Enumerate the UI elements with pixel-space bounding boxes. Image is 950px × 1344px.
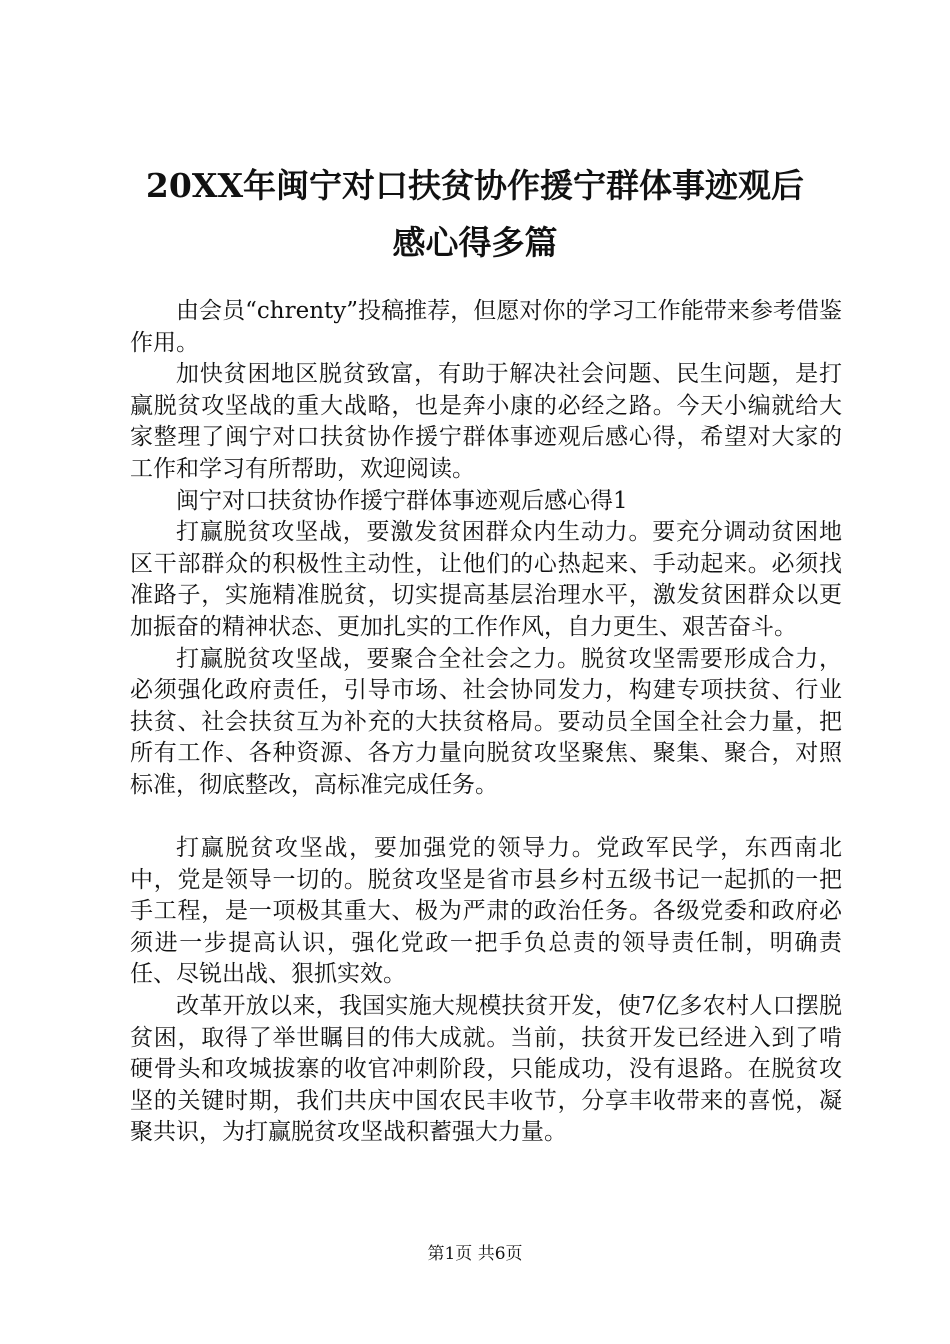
paragraph-society: 打赢脱贫攻坚战，要聚合全社会之力。脱贫攻坚需要形成合力，必须强化政府责任，引导市场、社会协同发力，构建专项扶贫、行业扶贫、社会扶贫互为补充的大扶贫格局。要动员全国全社会力量，把所有工作、各种资源、各方力量向脱贫攻坚聚焦、聚集、聚合，对照标准，彻底整改，高标准完成任务。 (130, 645, 842, 798)
paragraph-summary: 加快贫困地区脱贫致富，有助于解决社会问题、民生问题，是打赢脱贫攻坚战的重大战略，也是奔小康的必经之路。今天小编就给大家整理了闽宁对口扶贫协作援宁群体事迹观后感心得，希望对大家的工作和学习有所帮助，欢迎阅读。 (130, 361, 842, 482)
document-title-line-2: 感心得多篇 (392, 223, 558, 262)
document-title-line-1: 20XX年闽宁对口扶贫协作援宁群体事迹观后 (145, 166, 805, 205)
paragraph-leadership: 打赢脱贫攻坚战，要加强党的领导力。党政军民学，东西南北中，党是领导一切的。脱贫攻坚是省市县乡村五级书记一起抓的一把手工程，是一项极其重大、极为严肃的政治任务。各级党委和政府必须进一步提高认识，强化党政一把手负总责的领导责任制，明确责任、尽锐出战、狠抓实效。 (130, 835, 842, 988)
section-heading: 闽宁对口扶贫协作援宁群体事迹观后感心得1 (176, 487, 628, 514)
page-footer: 第1页 共6页 (427, 1244, 523, 1264)
paragraph-motivation: 打赢脱贫攻坚战，要激发贫困群众内生动力。要充分调动贫困地区干部群众的积极性主动性，让他们的心热起来、手动起来。必须找准路子，实施精准脱贫，切实提高基层治理水平，激发贫困群众以更加振奋的精神状态、更加扎实的工作作风，自力更生、艰苦奋斗。 (130, 519, 842, 640)
paragraph-intro: 由会员“chrenty”投稿推荐，但愿对你的学习工作能带来参考借鉴作用。 (130, 298, 842, 356)
document-body (130, 296, 842, 1149)
paragraph-reform: 改革开放以来，我国实施大规模扶贫开发，使7亿多农村人口摆脱贫困，取得了举世瞩目的伟大成就。当前，扶贫开发已经进入到了啃硬骨头和攻城拔寨的收官冲刺阶段，只能成功，没有退路。在脱贫攻坚的关键时期，我们共庆中国农民丰收节，分享丰收带来的喜悦，凝聚共识，为打赢脱贫攻坚战积蓄强大力量。 (130, 993, 842, 1146)
